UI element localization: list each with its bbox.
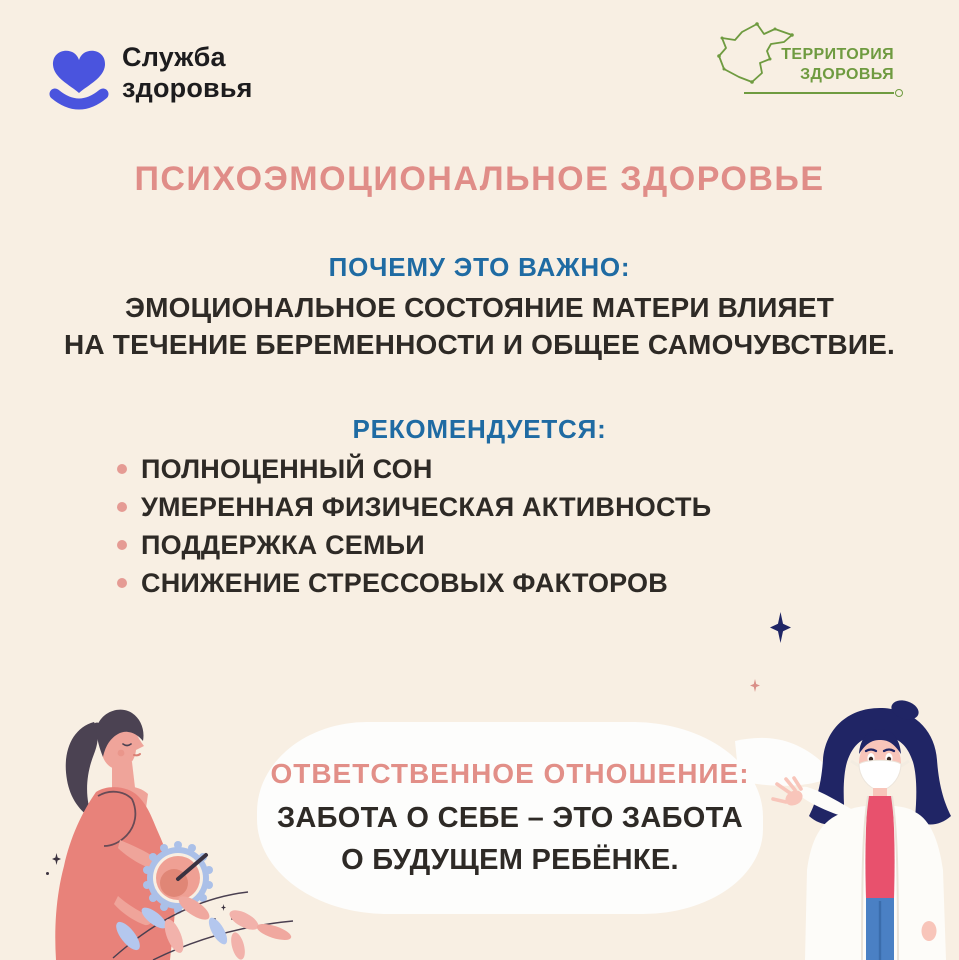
list-item-label: ПОДДЕРЖКА СЕМЬИ: [141, 529, 425, 560]
list-item-label: ПОЛНОЦЕННЫЙ СОН: [141, 453, 433, 484]
list-item: [117, 526, 711, 564]
territory-logo-underline: [744, 92, 894, 94]
heart-smile-logo-icon: [42, 36, 116, 110]
territory-logo-text: [758, 45, 894, 85]
sparkle-star-icon: [750, 679, 760, 692]
sparkle-star-icon: [770, 612, 791, 643]
why-line2: НА ТЕЧЕНИЕ БЕРЕМЕННОСТИ И ОБЩЕЕ САМОЧУВСТВИЕ.: [63, 329, 896, 360]
list-item: [117, 564, 711, 602]
list-item: [117, 450, 711, 488]
bullet-dot-icon: [117, 502, 127, 512]
recommendations-list: [117, 450, 711, 602]
territory-logo-line1: ТЕРРИТОРИЯ: [781, 46, 894, 63]
why-heading: ПОЧЕМУ ЭТО ВАЖНО:: [328, 252, 631, 282]
service-logo-text: [122, 42, 253, 104]
list-item: [117, 488, 711, 526]
doctor-illustration: [765, 700, 959, 960]
bubble-line2: О БУДУЩЕМ РЕБЁНКЕ.: [341, 844, 679, 876]
bubble-heading: ОТВЕТСТВЕННОЕ ОТНОШЕНИЕ:: [270, 758, 750, 789]
recommendations-heading: РЕКОМЕНДУЕТСЯ:: [352, 414, 607, 444]
territory-logo-line2: ЗДОРОВЬЯ: [800, 66, 894, 83]
list-item-label: СНИЖЕНИЕ СТРЕССОВЫХ ФАКТОРОВ: [141, 567, 668, 598]
why-line1: ЭМОЦИОНАЛЬНОЕ СОСТОЯНИЕ МАТЕРИ ВЛИЯЕТ: [124, 292, 835, 323]
why-body: [0, 289, 959, 363]
speech-bubble: [257, 722, 763, 914]
service-logo-line1: Служба: [122, 42, 226, 72]
leaves-illustration: [98, 876, 313, 960]
territory-logo-end-dot: [895, 89, 903, 97]
bullet-dot-icon: [117, 464, 127, 474]
bullet-dot-icon: [117, 578, 127, 588]
bubble-line1: ЗАБОТА О СЕБЕ – ЭТО ЗАБОТА: [276, 802, 744, 834]
service-logo-line2: здоровья: [122, 73, 253, 103]
bullet-dot-icon: [117, 540, 127, 550]
list-item-label: УМЕРЕННАЯ ФИЗИЧЕСКАЯ АКТИВНОСТЬ: [141, 491, 712, 522]
poster-title: ПСИХОЭМОЦИОНАЛЬНОЕ ЗДОРОВЬЕ: [134, 160, 825, 198]
